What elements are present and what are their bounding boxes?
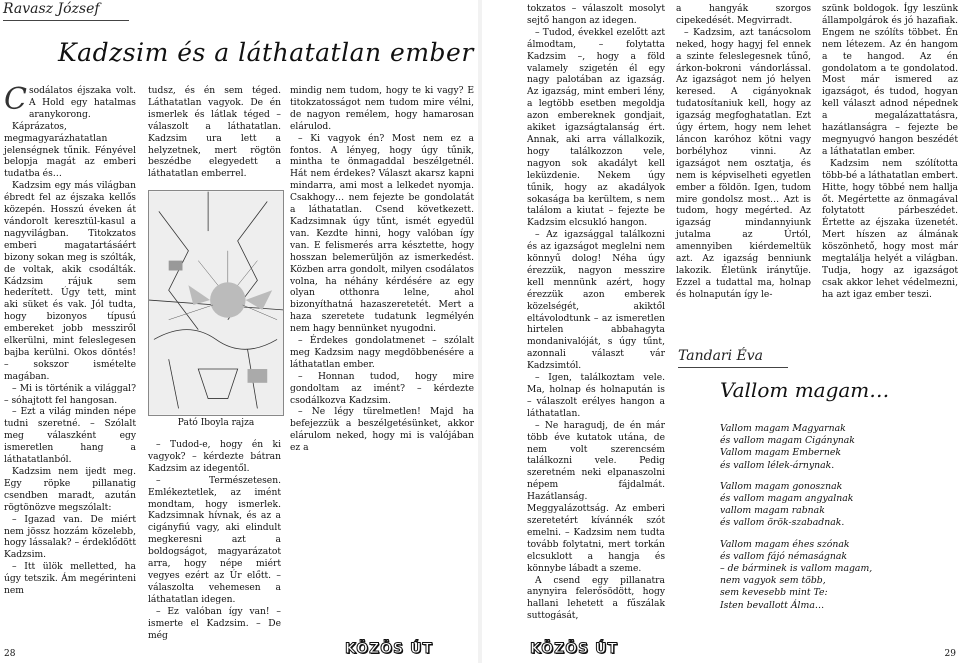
paragraph [4,181,136,383]
paragraph [290,407,474,455]
right-column-3 [822,4,958,302]
paragraph [676,28,811,302]
poem-title: Vallom magam… [720,378,890,402]
paragraph-text: tudsz, és én sem téged. Láthatatlan vagyok. De én ismerlek és látlak téged – válaszolt a láthatatlan. Kadzsim ura lett a helyzetnek, mert rögtön beszédbe elegyedett a láthatatlan emberrel. [148,86,281,180]
paragraph [527,4,665,28]
paragraph-text: Kadzsim nem szólította több-bé a láthatatlan embert. Hitte, hogy többé nem hallja őt. Megértette az önmagával folytatott párbeszédet. Értette az éjszaka üzenetét. Mert híszen az álmának köszönhető, hogy most már megtalálja helyét a világban. Tudja, hogy az igazságot csak akkor lehet védelmezni, ha azt igaz ember teszi. [822,158,958,300]
paragraph-text: – Ezt a világ minden népe tudni szeretné. – Szólalt meg válaszként egy ismeretlen hang a láthatatlanból. [4,407,136,466]
left-page [0,0,478,663]
paragraph-text: – Érdekes gondolatmenet – szólalt meg Kadzsim nagy megdöbbenésére a láthatatlan ember. [290,336,474,370]
paragraph-text: – Ez valóban így van! – ismerte el Kadzsim. – De még [148,606,281,641]
paragraph-text: Kadzsim egy más világban ébredt fel az éjszaka kellős közepén. Hosszú éveken át vándorolt keresztül-kasul a nagyvilágban. Titokzatos emberi magatartásáért bizony sokan meg is szólták, de voltak, akik csodálták. Kádzsim rájuk sem hederített. Úgy tett, mint aki süket és vak. Jól tudta, hogy bizonyos típusú embereket jobb messziről elkerülni, mint feleslegesen bajba kerülni. Okos döntés! – sokszor ismételte magában. [4,181,136,382]
poem-line: és vallom örök-szabadnak. [720,517,845,529]
paragraph-text: – Mi is történik a világgal? – sóhajtott fel hangosan. [4,383,136,406]
right-column-2 [676,4,811,302]
paragraph [148,607,281,643]
paragraph-text: a hangyák szorgos cipekedését. Megvirradt. [676,4,811,26]
paragraph-text: szünk boldogok. Így leszünk állampolgárok és jó hazafiak. Engem ne szólíts többet. Én nem létezem. Az én hangom a te hangod. Az én gondolatom a te gondolatod. Most már ismered az igazságot, és tudod, hogyan kell választ adnod népednek a megalázattatásra, hazátlanságra – fejezte be megnyugvó hangon beszédét a láthatatlan ember. [822,4,958,157]
left-column-2-bottom [148,440,281,642]
paragraph-text: – Természetesen. Emlékeztetlek, az imént mondtam, hogy ismerlek. Kadzsimnak hívnak, és az a cigányfiú vagy, aki elindult megkeresni azt a boldogságot, magyarázatot arra, hogy népe miért vegyes ezért az Úr előtt. – válaszolta vehemesen a láthatatlan idegen. [148,475,281,605]
paragraph-text: – Igen, találkoztam vele. Ma, holnap és holnapután is – válaszolt erélyes hangon a láthatatlan. [527,373,665,419]
poem-line: Vallom magam Magyarnak [720,423,846,434]
right-page [482,0,960,663]
paragraph [148,86,281,181]
paragraph [527,421,665,576]
paragraph [290,134,474,336]
left-column-2-top [148,86,281,181]
paragraph [527,373,665,421]
paragraph [822,159,958,302]
poem-stanza [720,423,956,472]
poem-stanza [720,539,956,612]
poem-line: Isten bevallott Álma… [720,599,825,611]
paragraph-text: Kadzsim nem ijedt meg. Egy röpke pillanatig csendben maradt, azután rögtönözve megszólalt: [4,467,136,513]
paragraph [290,336,474,372]
paragraph-text: tokzatos – válaszolt mosolyt sejtő hangon az idegen. [527,4,665,26]
article-title: Kadzsim és a láthatatlan ember [58,38,474,67]
paragraph [4,82,136,122]
paragraph [4,122,136,182]
paragraph-text: sodálatos éjszaka volt. A Hold egy hatalmas aranykorong. [28,86,136,120]
footer-logo-right: KÖZÖS ÚT [530,641,619,657]
paragraph-text: – Az igazsággal találkozni és az igazságot meglelni nem könnyű dolog! Néha úgy érezzük, nagyon messzire kell mennünk azért, hogy érezzük azon emberek közelségét, akiktől eltávolodtunk – az ismeretlen hirtelen abbahagyta mondanivalóját, s úgy tűnt, azonnali választ vár Kadzsimtól. [527,230,665,372]
drop-cap: C [4,82,27,117]
paragraph [290,372,474,408]
paragraph-text: – Tudod, évekkel ezelőtt azt álmodtam, – folytatta Kadzsim –, hogy a föld valamely szigetén él egy nagy palotában az igazság. Az igazság, mint emberi lény, a legtöbb esetben megoldja azon embereknek gondjait, akiket igazságtalanság ért. Annak, aki arra vállalkozik, hogy találkozzon vele, nagyon sok akadályt kell leküzdenie. Nekem úgy tűnik, hogy az akadályok sokasága ba kerültem, s nem találom a kiutat – fejezte be Kadzsim elcsukló hangon. [527,27,665,229]
poem-author: Tandari Éva [678,348,764,364]
paragraph [527,28,665,230]
poem-line: és vallom fájó némaságnak [720,550,848,562]
poem-line: – de bárminek is vallom magam, [720,563,873,575]
paragraph [4,384,136,408]
paragraph [527,230,665,373]
page-number-left: 28 [4,649,16,659]
paragraph [527,576,665,624]
paragraph-text: – Honnan tudod, hogy mire gondoltam az imént? – kérdezte csodálkozva Kadzsim. [290,371,474,406]
poem-line: és vallom magam angyalnak [720,493,854,505]
poem-line: vallom magam rabnak [720,505,825,517]
poem-line: Vallom magam éhes szónak [720,538,850,550]
poem-author-underline [678,367,788,368]
poem-body [720,423,956,621]
poem-line: Vallom magam gonosznak [720,480,843,492]
paragraph [4,467,136,515]
left-column-1 [4,82,136,598]
paragraph-text: mindig nem tudom, hogy te ki vagy? E titokzatosságot nem tudom mire vélni, de nagyon remélem, hogy hamarosan elárulod. [290,86,474,132]
illustration-caption: Pató Iboyla rajza [177,418,255,428]
paragraph [290,86,474,134]
paragraph [676,4,811,28]
paragraph-text: A csend egy pillanatra anynyira felerősödött, hogy hallani lehetett a fűszálak suttogását, [527,575,665,622]
left-column-3 [290,86,474,455]
paragraph-text: – Tudod-e, hogy én ki vagyok? – kérdezte bátran Kadzsim az idegentől. [148,440,281,474]
paragraph-text: – Itt ülök melletted, ha úgy tetszik. Ám megérinteni nem [4,562,136,597]
paragraph-text: – Ki vagyok én? Most nem ez a fontos. A lényeg, hogy úgy tűnik, mintha te önmagaddal beszélgetnél. Hát nem érdekes? Választ akarsz kapni mindarra, ami most a lelkedet nyomja. Csakhogy… nem fejezte be gondolatát a láthatatlan. Csend következett. Kadzsimnak úgy tűnt, ismét egyedül van. Kezdte hinni, hogy valóban így van. E felismerés arra késztette, hogy hosszan belemerüljön az ismerkedést. Közben arra gondolt, milyen csodálatos volna, ha néhány kérdésére az egy olyan otthonra lelne, ahol bizonyíthatná hazaszeretetét. Mert a haza szeretete tudatunk legmélyén nem hagy bennünket nyugodni. [290,133,474,335]
illustration-drawing [148,190,284,416]
page-number-right: 29 [944,649,956,659]
paragraph [4,407,136,467]
paragraph-text: – Kadzsim, azt tanácsolom neked, hogy hagyj fel ennek a szinte feleslegesnek tűnő, árkon-bokroni vándorlással. Az igazságot nem jó helyen keresed. A cigányoknak tudatosítaniuk kell, hogy az igazság megfoghatatlan. Ezt úgy értem, hogy nem lehet láncon karóhoz kötni vagy borbélyhoz vinni. Az igazságot nem osztatja, és nem is képviselheti egyetlen ember a földön. Igen, tudom mire gondolsz most… Azt is tudom, hogy megérted. Az igazság mindannyiunk jutalma az Úrtól, amennyiben kiérdemeltük azt. Az igazság benniunk lakozik. Életünk iránytűje. Ezzel a tudattal ma, holnap és holnapután így le- [676,27,811,300]
article-author: Ravasz József [3,1,100,17]
poem-line: nem vagyok sem több, [720,575,826,587]
paragraph [822,4,958,159]
paragraph-text: – Igazad van. De miért nem jössz hozzám közelebb, hogy lássalak? – érdeklődött Kadzsim. [4,514,136,561]
paragraph-text: – Ne légy türelmetlen! Majd ha befejezzük a beszélgetésünket, akkor elárulom neked, hogy mi is valójában ez a [290,407,474,454]
paragraph [148,476,281,607]
right-column-1 [527,4,665,623]
poem-line: sem kevesebb mint Te: [720,587,828,599]
author-underline [3,20,129,21]
paragraph [4,515,136,563]
paragraph [148,440,281,476]
illustration-svg [149,191,283,415]
paragraph-text: – Ne haragudj, de én már több éve kutatok utána, de nem volt szerencsém találkozni vele. Pedig szeretném neki elpanaszolni népem fájdalmát. Hazátlanság. Meggyalázottság. Az emberi szeretetért kívánnék szót emelni. – Kadzsim nem tudta tovább folytatni, mert torkán elcsuklott a hangja és könnybe lábadt a szeme. [527,420,665,574]
footer-logo-left: KÖZÖS ÚT [345,641,434,657]
poem-line: és vallom magam Cigánynak [720,435,855,447]
poem-line: Vallom magam Embernek [720,447,841,459]
paragraph-text: Káprázatos, megmagyarázhatatlan jelenségnek tűnik. Fényével belopja magát az emberi tudatba és… [4,121,136,180]
poem-stanza [720,481,956,530]
paragraph [4,562,136,598]
poem-line: és vallom lélek-árnynak. [720,459,835,471]
